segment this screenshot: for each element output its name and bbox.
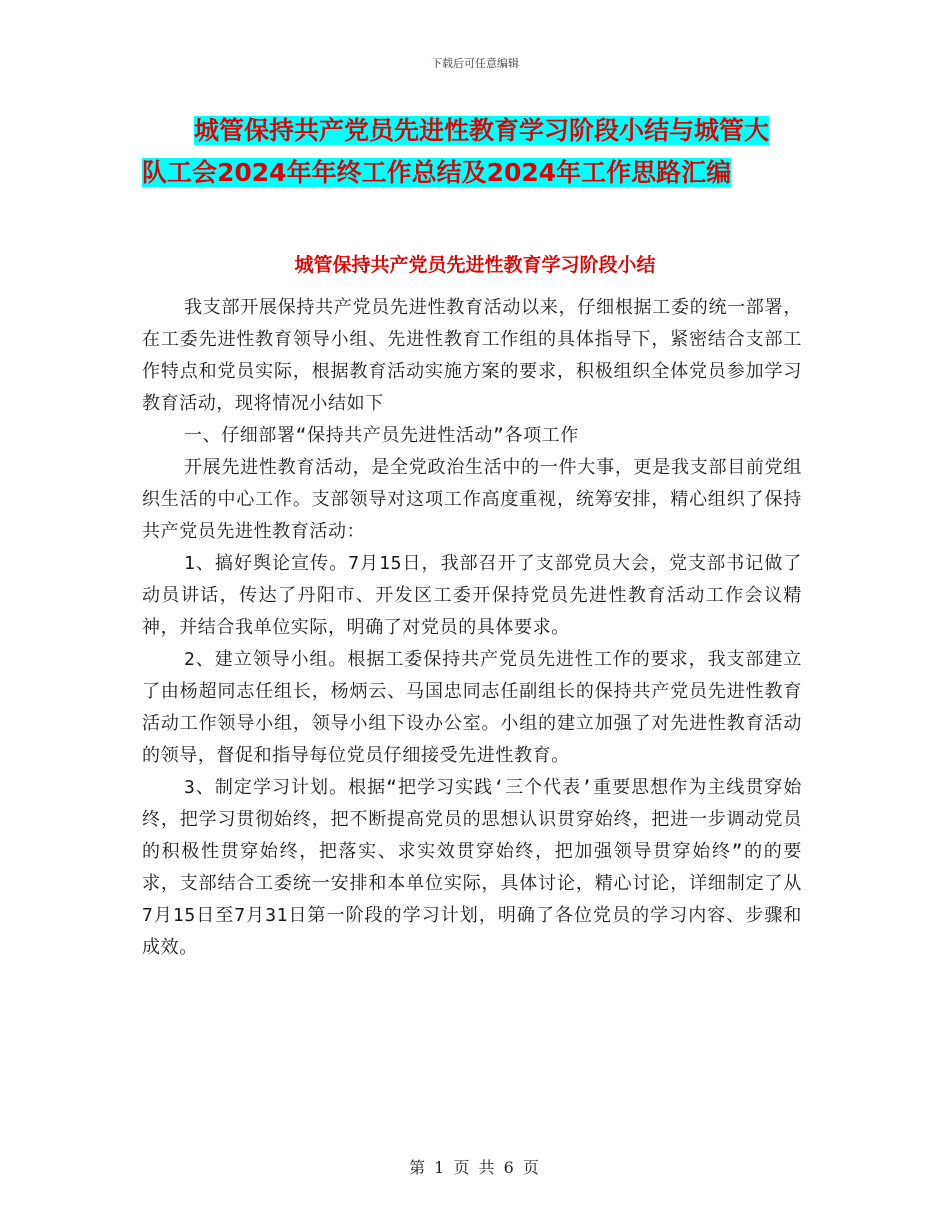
title-line-1-text: 城管保持共产党员先进性教育学习阶段小结与城管大 (194, 116, 770, 145)
title-line-1 (142, 110, 812, 152)
paragraph-2: 开展先进性教育活动，是全党政治生活中的一件大事，更是我支部目前党组织生活的中心工作。支部领导对这项工作高度重视，统筹安排，精心组织了保持共产党员先进性教育活动： (142, 457, 802, 542)
paragraph-intro: 我支部开展保持共产党员先进性教育活动以来，仔细根据工委的统一部署，在工委先进性教育领导小组、先进性教育工作组的具体指导下，紧密结合支部工作特点和党员实际，根据教育活动实施方案的要求，积极组织全体党员参加学习教育活动，现将情况小结如下 (142, 297, 802, 414)
section-title: 城管保持共产党员先进性教育学习阶段小结 (294, 254, 656, 276)
paragraph-item-3: 3、制定学习计划。根据“把学习实践‘三个代表’重要思想作为主线贯穿始终，把学习贯彻始终，把不断提高党员的思想认识贯穿始终，把进一步调动党员的积极性贯穿始终，把落实、求实效贯穿始终，把加强领导贯穿始终”的的要求，支部结合工委统一安排和本单位实际，具体讨论，精心讨论，详细制定了从7月15日至7月31日第一阶段的学习计划，明确了各位党员的学习内容、步骤和成效。 (142, 777, 802, 958)
paragraph-item-2: 2、建立领导小组。根据工委保持共产党员先进性工作的要求，我支部建立了由杨超同志任组长，杨炳云、马国忠同志任副组长的保持共产党员先进性教育活动工作领导小组，领导小组下设办公室。小组的建立加强了对先进性教育活动的领导，督促和指导每位党员仔细接受先进性教育。 (142, 649, 802, 766)
title-line-2-text: 队工会2024年年终工作总结及2024年工作思路汇编 (142, 158, 732, 187)
title-line-2 (142, 152, 812, 194)
header-note: 下载后可任意编辑 (431, 57, 519, 70)
body-text (142, 292, 802, 964)
document-title (142, 110, 812, 194)
paragraph-item-1: 1、搞好舆论宣传。7月15日，我部召开了支部党员大会，党支部书记做了动员讲话，传达了丹阳市、开发区工委开保持党员先进性教育活动工作会议精神，并结合我单位实际，明确了对党员的具体要求。 (142, 553, 802, 638)
page-footer: 第 1 页 共 6 页 (409, 1158, 541, 1177)
paragraph-heading-1: 一、仔细部署“保持共产员先进性活动”各项工作 (184, 425, 579, 446)
